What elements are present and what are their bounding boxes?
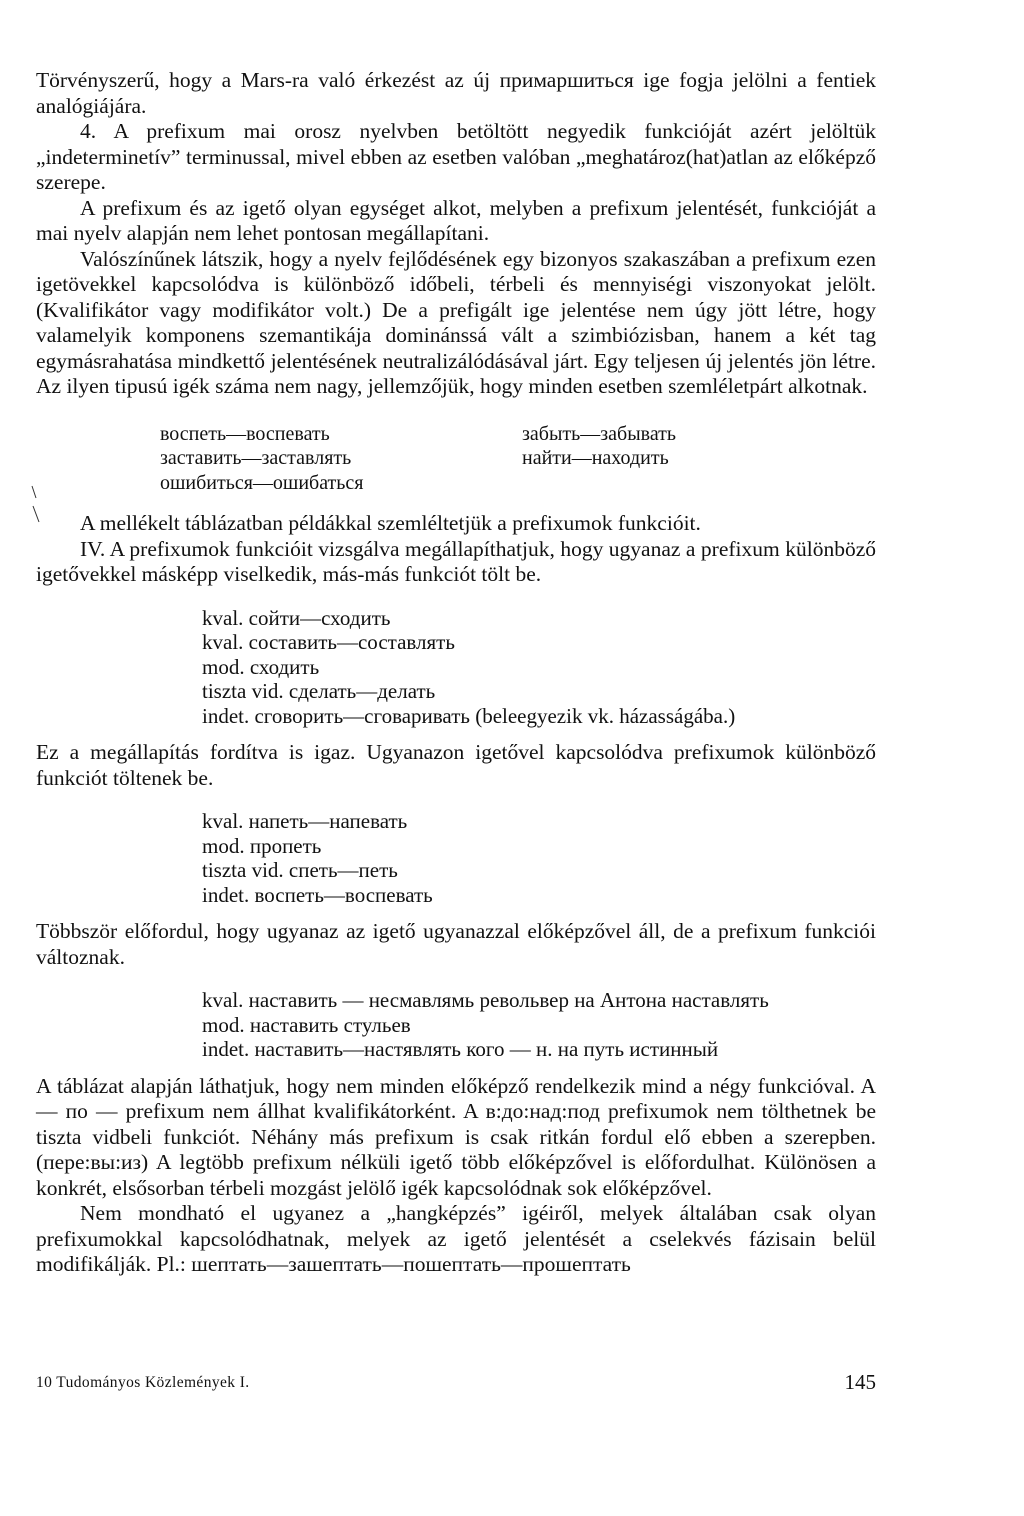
paragraph-1: Törvényszerű, hogy a Mars-ra való érkezést az új примаршиться ige fogja jelölni a fentiek analógiájára.: [36, 68, 876, 118]
example-item: kval. наставить — несмавлямь револьвер на Антона наставлять: [202, 988, 769, 1012]
example-item: tiszta vid. сделать—делать: [202, 679, 436, 703]
page-number: 145: [844, 1370, 876, 1394]
verb-pair: ошибиться—ошибаться: [160, 471, 364, 494]
paragraph-8: Többször előfordul, hogy ugyanaz az igető ugyanazzal előképzővel áll, de a prefixum funkciói változnak.: [36, 919, 876, 969]
verb-pair: найти—находить: [522, 447, 669, 469]
margin-pencil-marks: [30, 480, 42, 540]
verb-pair: воспеть—воспевать: [160, 422, 330, 445]
verb-pair: забыть—забывать: [522, 422, 677, 445]
paragraph-4: Valószínűnek látszik, hogy a nyelv fejlődésének egy bizonyos szakaszában a prefixum ezen igetövekkel kapcsolódva is különböző időbeli, térbeli és mennyiségi viszonyokat jelölt. (Kvalifikátor vagy modifikátor volt.) De a prefigált ige jelentése nem úgy jött létre, hogy valamelyik komponens szemantikája dominánssá vált a szimbiózisban, hanem a két tag egymásrahatása mindkettő jelentésének neutralizálódásával járt. Egy teljesen új jelentés jön létre. Az ilyen tipusú igék száma nem nagy, jellemzőjük, hogy minden esetben szemléletpárt alkotnak.: [36, 246, 876, 398]
example-item: indet. воспеть—воспевать: [202, 882, 433, 907]
page-body: [36, 68, 876, 1278]
example-list-1: [202, 606, 876, 729]
verb-pairs-left: [160, 422, 522, 496]
verb-pair: заставить—заставлять: [160, 447, 352, 469]
example-item: indet. наставить—настявлять кого — н. на путь истинный: [202, 1037, 719, 1061]
example-item: mod. наставить стульев: [202, 1012, 411, 1037]
example-list-2: [202, 809, 876, 907]
example-item: kval. напеть—напевать: [202, 809, 408, 833]
example-item: kval. сойти—сходить: [202, 605, 391, 630]
page-footer: [36, 1370, 876, 1400]
example-item: mod. сходить: [202, 654, 320, 679]
paragraph-9: A táblázat alapján láthatjuk, hogy nem minden előképző rendelkezik mind a négy funkcióval. A — по — prefixum nem állhat kvalifikátorként. A в:до:над:под prefixumok nem tölthetnek be tiszta vidbeli funkciót. Néhány más prefixum is csak ritkán fordul elő ebben a szerepben. (пере:вы:из) A legtöbb prefixum nélküli igető több előképzővel is előfordulhat. Különösen a konkrét, elsősorban térbeli mozgást jelölő igék kapcsolódnak sok előképzővel.: [36, 1073, 876, 1200]
example-item: mod. пропеть: [202, 833, 322, 858]
example-item: kval. составить—составлять: [202, 630, 455, 654]
paragraph-2: 4. A prefixum mai orosz nyelvben betöltött negyedik funkcióját azért jelöltük „indeterminetív” terminussal, mivel ebben az esetben valóban „meghatároz(hat)atlan az előképző szerepe.: [36, 119, 876, 194]
paragraph-3: A prefixum és az igető olyan egységet alkot, melyben a prefixum jelentését, funkcióját a mai nyelv alapján nem lehet pontosan megállapítani.: [36, 195, 876, 245]
paragraph-6: IV. A prefixumok funkcióit vizsgálva megállapíthatjuk, hogy ugyanaz a prefixum különböző igetővekkel másképp viselkedik, más-más funkciót tölt be.: [36, 536, 876, 586]
footer-signature: 10 Tudományos Közlemények I.: [36, 1374, 250, 1391]
verb-pairs: [160, 422, 876, 496]
paragraph-7: Ez a megállapítás fordítva is igaz. Ugyanazon igetővel kapcsolódva prefixumok különböző funkciót töltenek be.: [36, 740, 876, 790]
example-list-3: [202, 988, 876, 1062]
verb-pairs-right: [522, 422, 676, 496]
example-item: tiszta vid. спеть—петь: [202, 858, 398, 882]
paragraph-5: A mellékelt táblázatban példákkal szemléltetjük a prefixumok funkcióit.: [80, 511, 701, 535]
paragraph-10: Nem mondható el ugyanez a „hangképzés” igéiről, melyek általában csak olyan prefixumokkal kapcsolódhatnak, melyek az igető jelentését a cselekvés fázisain belül modifikálják. Pl.: шептать—зашептать—пошептать—прошептать: [36, 1201, 876, 1276]
example-item: indet. сговорить—сговаривать (beleegyezik vk. házasságába.): [202, 703, 736, 728]
